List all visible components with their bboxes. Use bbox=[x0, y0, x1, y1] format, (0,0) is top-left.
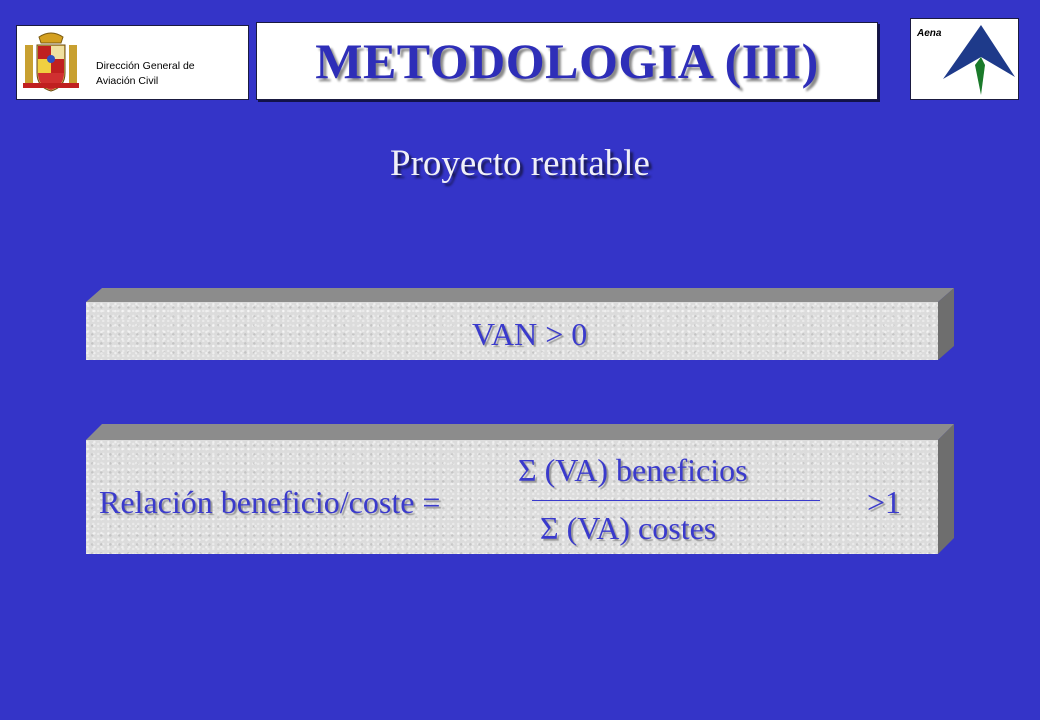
van-formula: VAN > 0 bbox=[472, 316, 588, 352]
agency-name-line2: Aviación Civil bbox=[96, 75, 159, 87]
agency-name bbox=[96, 59, 195, 89]
fraction-line bbox=[532, 500, 820, 501]
aena-logo-box bbox=[910, 18, 1019, 100]
subtitle: Proyecto rentable bbox=[390, 143, 650, 184]
agency-name-line1: Dirección General de bbox=[96, 60, 195, 72]
agency-logo-box bbox=[16, 25, 249, 100]
ratio-threshold: >1 bbox=[867, 484, 902, 520]
title-box bbox=[256, 22, 878, 100]
ratio-label: Relación beneficio/coste = bbox=[99, 484, 441, 520]
ratio-panel bbox=[86, 424, 954, 554]
van-panel bbox=[86, 288, 954, 360]
greater-than-symbol: > bbox=[545, 316, 564, 352]
ratio-numerator: Σ (VA) beneficios bbox=[518, 452, 748, 488]
ratio-denominator: Σ (VA) costes bbox=[540, 510, 717, 546]
page-title: METODOLOGIA (III) bbox=[315, 33, 819, 89]
aena-arrow-logo-icon bbox=[911, 19, 1020, 101]
aena-label: Aena bbox=[917, 28, 942, 39]
coat-of-arms-icon bbox=[21, 29, 81, 95]
